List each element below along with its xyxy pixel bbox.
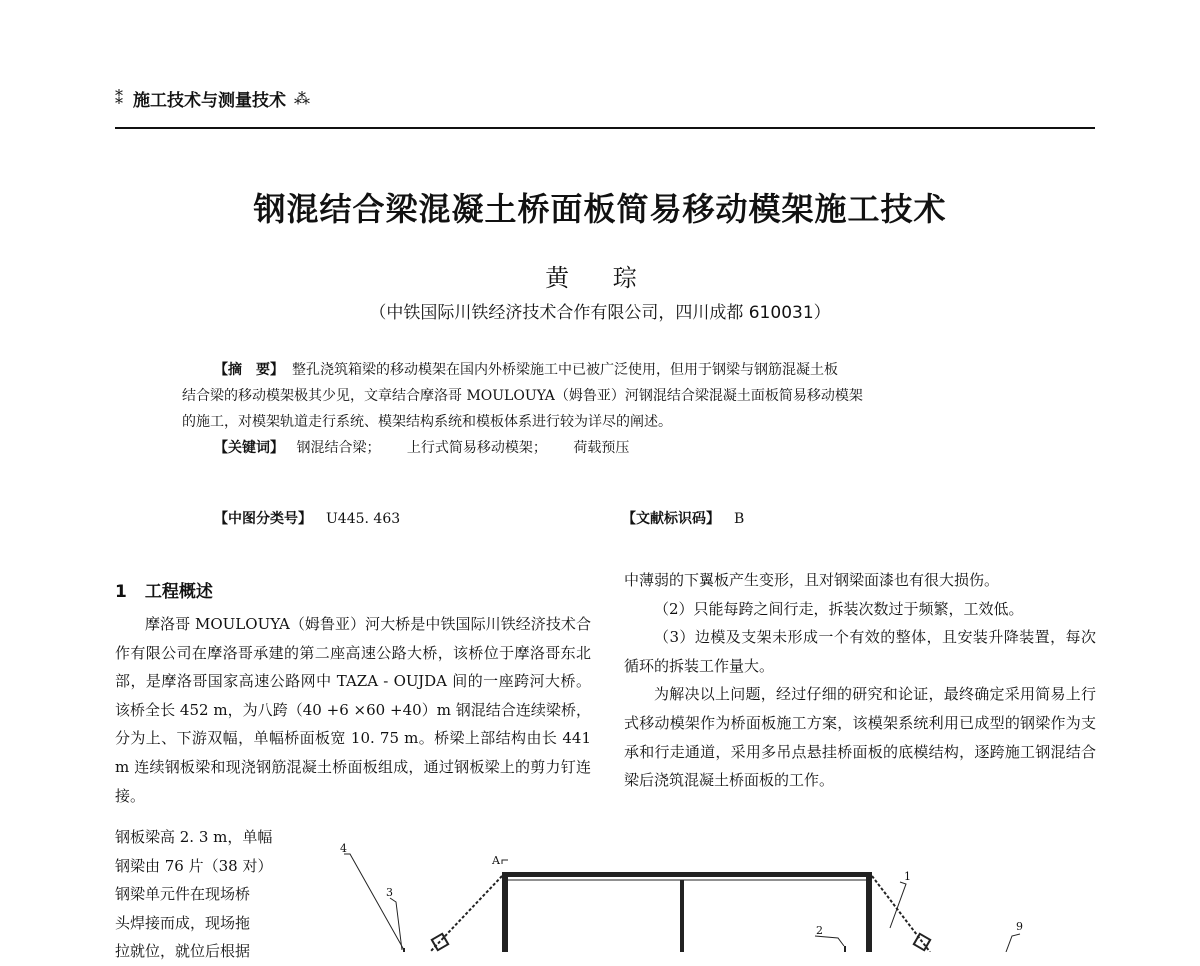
header-ornament-right-icon: ⁂ (294, 88, 310, 108)
document-code-label: 【文献标识码】 (622, 511, 720, 527)
article-author: 黄 琮 (545, 264, 655, 292)
narrow-line-4: 头焊接而成，现场拖 (115, 913, 251, 932)
right-paragraph-1: 中薄弱的下翼板产生变形，且对钢梁面漆也有很大损伤。 (624, 571, 1000, 589)
section-heading (115, 577, 213, 602)
left-post (502, 872, 508, 952)
formwork-drawing (330, 838, 1100, 952)
figure-label-2: 2 (816, 924, 823, 937)
center-post (680, 880, 684, 952)
keyword-2: 上行式简易移动模架； (406, 440, 547, 456)
article-title: 钢混结合梁混凝土桥面板简易移动模架施工技术 (253, 190, 947, 228)
top-beam (502, 872, 872, 877)
keywords-label: 【关键词】 (214, 440, 284, 456)
author-affiliation: （中铁国际川铁经济技术合作有限公司，四川成都 610031） (369, 303, 831, 323)
narrow-line-1: 钢板梁高 2. 3 m，单幅 (115, 828, 273, 846)
figure-label-3: 3 (386, 886, 393, 899)
right-paragraph-4: 为解决以上问题，经过仔细的研究和论证，最终确定采用简易上行式移动模架作为桥面板施工方案，该模架系统利用已成型的钢梁作为支承和行走通道，采用多吊点悬挂桥面板的底模结构，逐跨施工钢混结合梁后浇筑混凝土桥面板的工作。 (624, 685, 1096, 790)
document-code (622, 508, 744, 528)
leader-3 (390, 898, 402, 950)
narrow-line-2: 钢梁由 76 片（38 对） (115, 856, 273, 875)
running-header (115, 86, 310, 111)
figure-label-4: 4 (340, 842, 347, 855)
classification-label: 【中图分类号】 (214, 511, 312, 527)
leader-4 (344, 854, 404, 950)
header-ornament-left-icon: ⁑ (115, 88, 123, 108)
abstract-text-1: 整孔浇筑箱梁的移动模架在国内外桥梁施工中已被广泛使用，但用于钢梁与钢筋混凝土板 (292, 362, 838, 378)
figure-label-1: 1 (904, 870, 911, 883)
right-diagonal-hanger (872, 876, 930, 952)
abstract-block (182, 357, 1037, 461)
leader-9 (1006, 934, 1020, 952)
right-paragraph-3: （3）边模及支架未形成一个有效的整体，且安装升降装置，每次循环的拆装工作量大。 (624, 628, 1096, 675)
abstract-label: 【摘 要】 (214, 362, 284, 378)
document-code-value: B (734, 511, 745, 527)
right-post (866, 872, 872, 952)
formwork-figure (330, 838, 1100, 952)
abstract-line-2: 结合梁的移动模架极其少见，文章结合摩洛哥 MOULOUYA（姆鲁亚）河钢混结合梁混凝土面板简易移动模架 (182, 388, 863, 404)
leader-1 (890, 882, 906, 928)
right-column (624, 566, 1096, 795)
keyword-3: 荷载预压 (573, 440, 630, 456)
narrow-line-3: 钢梁单元件在现场桥 (115, 885, 251, 904)
left-column (115, 610, 591, 810)
narrow-column (115, 823, 295, 966)
figure-label-9: 9 (1016, 920, 1023, 933)
leader-2 (815, 936, 844, 946)
section-title: 工程概述 (144, 582, 213, 602)
figure-label-a: A (492, 854, 500, 867)
header-rule (115, 127, 1095, 129)
left-paragraph: 摩洛哥 MOULOUYA（姆鲁亚）河大桥是中铁国际川铁经济技术合作有限公司在摩洛哥承建的第二座高速公路大桥，该桥位于摩洛哥东北部，是摩洛哥国家高速公路网中 TAZA - OUJDA 间的一座跨河大桥。该桥全长 452 m，为八跨（40 +6 ×60 +40）m 钢混结合连续梁桥，分为上、下游双幅，单幅桥面板宽 10. 75 m。桥梁上部结构由长 441 m 连续钢板梁和现浇钢筋混凝土桥面板组成，通过钢板梁上的剪力钉连接。 (115, 615, 591, 805)
keyword-1: 钢混结合梁； (296, 440, 381, 456)
abstract-line-3: 的施工，对模架轨道走行系统、模架结构系统和模板体系进行较为详尽的阐述。 (182, 414, 672, 430)
section-mark-a (502, 860, 508, 864)
classification-number (214, 508, 400, 528)
header-section-label: 施工技术与测量技术 (133, 91, 286, 111)
section-number: 1 (115, 582, 127, 602)
right-paragraph-2: （2）只能每跨之间行走，拆装次数过于频繁，工效低。 (654, 599, 1024, 618)
left-diagonal-hanger (430, 876, 502, 952)
keywords-line (214, 435, 1037, 461)
classification-value: U445. 463 (326, 511, 401, 527)
abstract-line-1 (182, 357, 1037, 383)
narrow-line-5: 拉就位，就位后根据 (115, 942, 251, 961)
